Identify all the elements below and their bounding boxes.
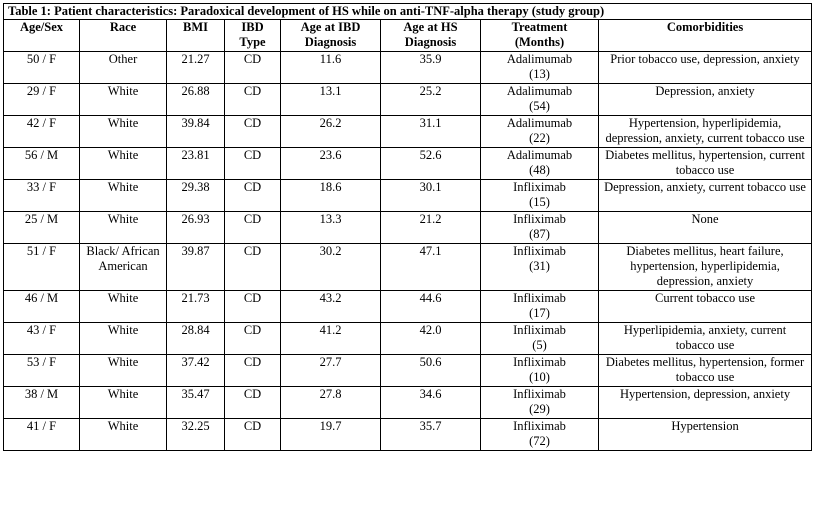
treatment-months: (72) (529, 434, 550, 448)
header-treatment-months (481, 20, 599, 52)
bmi-cell (167, 84, 225, 116)
race-value: White (107, 419, 139, 433)
comorbidities-cell (599, 116, 812, 148)
header-line: Age at HS (403, 20, 458, 34)
age-sex-cell (4, 148, 80, 180)
comorbidities-cell (599, 52, 812, 84)
bmi-value: 29.38 (181, 180, 210, 194)
treatment-drug: Infliximab (513, 212, 566, 226)
age-ibd-cell (281, 52, 381, 84)
age-sex-value: 51 / F (26, 244, 57, 258)
comorbidities-value: Prior tobacco use, depression, anxiety (610, 52, 800, 66)
age-ibd-value: 13.1 (319, 84, 342, 98)
age-hs-value: 35.7 (419, 419, 442, 433)
table-row (4, 355, 812, 387)
race-cell (80, 116, 167, 148)
age-hs-cell (381, 148, 481, 180)
treatment-drug: Adalimumab (506, 116, 573, 130)
table-row (4, 244, 812, 291)
age-hs-cell (381, 355, 481, 387)
header-line: IBD (241, 20, 264, 34)
comorbidities-cell (599, 387, 812, 419)
treatment-cell (481, 387, 599, 419)
ibd-type-value: CD (243, 244, 262, 258)
header-race (80, 20, 167, 52)
age-sex-cell (4, 212, 80, 244)
treatment-drug: Infliximab (513, 387, 566, 401)
treatment-months: (15) (529, 195, 550, 209)
treatment-cell (481, 291, 599, 323)
bmi-cell (167, 212, 225, 244)
ibd-type-cell (225, 244, 281, 291)
bmi-value: 21.27 (181, 52, 210, 66)
table-row (4, 212, 812, 244)
ibd-type-value: CD (243, 84, 262, 98)
bmi-cell (167, 419, 225, 451)
treatment-drug: Adalimumab (506, 52, 573, 66)
age-hs-cell (381, 116, 481, 148)
comorbidities-value: Depression, anxiety (655, 84, 755, 98)
race-value: White (107, 84, 139, 98)
treatment-months: (87) (529, 227, 550, 241)
bmi-value: 39.84 (181, 116, 210, 130)
age-hs-cell (381, 291, 481, 323)
treatment-cell (481, 244, 599, 291)
treatment-cell (481, 84, 599, 116)
comorbidities-value: Hypertension, hyperlipidemia, depression, anxiety, current tobacco use (605, 116, 805, 145)
age-hs-cell (381, 212, 481, 244)
header-line: Treatment (511, 20, 568, 34)
treatment-cell (481, 212, 599, 244)
treatment-drug: Infliximab (513, 323, 566, 337)
header-line: (Months) (514, 35, 565, 49)
patient-table-container (3, 3, 811, 451)
age-sex-value: 25 / M (24, 212, 59, 226)
bmi-value: 39.87 (181, 244, 210, 258)
ibd-type-value: CD (243, 116, 262, 130)
race-value: Other (108, 52, 138, 66)
race-value: White (107, 355, 139, 369)
treatment-cell (481, 148, 599, 180)
age-hs-value: 25.2 (419, 84, 442, 98)
treatment-cell (481, 419, 599, 451)
age-sex-cell (4, 52, 80, 84)
treatment-cell (481, 323, 599, 355)
bmi-value: 28.84 (181, 323, 210, 337)
comorbidities-cell (599, 244, 812, 291)
age-ibd-cell (281, 244, 381, 291)
age-sex-value: 53 / F (26, 355, 57, 369)
comorbidities-value: Diabetes mellitus, hypertension, former tobacco use (605, 355, 805, 384)
race-cell (80, 291, 167, 323)
table-title: Table 1: Patient characteristics: Paradoxical development of HS while on anti-TNF-alpha therapy (study group) (4, 4, 812, 20)
table-row (4, 84, 812, 116)
bmi-cell (167, 387, 225, 419)
ibd-type-cell (225, 84, 281, 116)
age-ibd-cell (281, 323, 381, 355)
header-line: Diagnosis (304, 35, 357, 49)
bmi-cell (167, 52, 225, 84)
age-sex-cell (4, 291, 80, 323)
bmi-value: 26.88 (181, 84, 210, 98)
age-hs-value: 34.6 (419, 387, 442, 401)
table-row (4, 323, 812, 355)
comorbidities-cell (599, 148, 812, 180)
age-ibd-value: 26.2 (319, 116, 342, 130)
age-ibd-value: 27.8 (319, 387, 342, 401)
race-cell (80, 387, 167, 419)
header-comorbidities (599, 20, 812, 52)
bmi-cell (167, 180, 225, 212)
age-ibd-value: 19.7 (319, 419, 342, 433)
treatment-drug: Infliximab (513, 419, 566, 433)
age-hs-cell (381, 84, 481, 116)
comorbidities-cell (599, 212, 812, 244)
age-ibd-value: 27.7 (319, 355, 342, 369)
header-line: Age at IBD (300, 20, 361, 34)
bmi-cell (167, 244, 225, 291)
treatment-months: (10) (529, 370, 550, 384)
header-line: Race (109, 20, 137, 34)
race-cell (80, 355, 167, 387)
treatment-cell (481, 52, 599, 84)
table-row (4, 116, 812, 148)
age-ibd-cell (281, 212, 381, 244)
race-value: White (107, 212, 139, 226)
age-ibd-cell (281, 291, 381, 323)
table-title-row (4, 4, 812, 20)
comorbidities-value: Diabetes mellitus, hypertension, current tobacco use (605, 148, 805, 177)
age-sex-value: 41 / F (26, 419, 57, 433)
header-bmi (167, 20, 225, 52)
bmi-cell (167, 291, 225, 323)
race-value: White (107, 148, 139, 162)
bmi-value: 32.25 (181, 419, 210, 433)
ibd-type-cell (225, 323, 281, 355)
race-value: White (107, 116, 139, 130)
age-sex-value: 56 / M (24, 148, 59, 162)
age-hs-value: 52.6 (419, 148, 442, 162)
table-body (4, 52, 812, 451)
race-value: White (107, 387, 139, 401)
comorbidities-cell (599, 355, 812, 387)
ibd-type-cell (225, 419, 281, 451)
header-line: Age/Sex (19, 20, 64, 34)
ibd-type-cell (225, 52, 281, 84)
ibd-type-cell (225, 116, 281, 148)
age-sex-value: 38 / M (24, 387, 59, 401)
age-hs-value: 44.6 (419, 291, 442, 305)
ibd-type-value: CD (243, 355, 262, 369)
age-sex-cell (4, 387, 80, 419)
age-ibd-cell (281, 387, 381, 419)
treatment-drug: Infliximab (513, 180, 566, 194)
race-cell (80, 212, 167, 244)
race-value: White (107, 180, 139, 194)
race-cell (80, 180, 167, 212)
age-ibd-value: 18.6 (319, 180, 342, 194)
race-value: White (107, 323, 139, 337)
age-ibd-value: 41.2 (319, 323, 342, 337)
comorbidities-cell (599, 84, 812, 116)
bmi-cell (167, 355, 225, 387)
age-ibd-value: 23.6 (319, 148, 342, 162)
treatment-months: (22) (529, 131, 550, 145)
table-row (4, 419, 812, 451)
treatment-months: (5) (532, 338, 547, 352)
age-ibd-value: 30.2 (319, 244, 342, 258)
age-sex-cell (4, 84, 80, 116)
age-sex-value: 33 / F (26, 180, 57, 194)
age-ibd-value: 13.3 (319, 212, 342, 226)
age-sex-cell (4, 323, 80, 355)
treatment-drug: Infliximab (513, 244, 566, 258)
header-line: Type (239, 35, 266, 49)
treatment-cell (481, 180, 599, 212)
bmi-cell (167, 148, 225, 180)
treatment-months: (48) (529, 163, 550, 177)
patient-characteristics-table (3, 3, 812, 451)
table-row (4, 148, 812, 180)
table-row (4, 387, 812, 419)
age-hs-value: 21.2 (419, 212, 442, 226)
age-hs-value: 35.9 (419, 52, 442, 66)
treatment-drug: Infliximab (513, 355, 566, 369)
treatment-cell (481, 116, 599, 148)
treatment-months: (29) (529, 402, 550, 416)
ibd-type-cell (225, 355, 281, 387)
ibd-type-cell (225, 212, 281, 244)
age-hs-cell (381, 52, 481, 84)
ibd-type-value: CD (243, 291, 262, 305)
ibd-type-cell (225, 291, 281, 323)
header-age-sex (4, 20, 80, 52)
age-sex-value: 42 / F (26, 116, 57, 130)
ibd-type-value: CD (243, 148, 262, 162)
age-hs-value: 42.0 (419, 323, 442, 337)
race-value: Black/ African American (86, 244, 160, 273)
age-sex-value: 43 / F (26, 323, 57, 337)
age-ibd-cell (281, 148, 381, 180)
comorbidities-value: Hyperlipidemia, anxiety, current tobacco use (623, 323, 787, 352)
comorbidities-cell (599, 180, 812, 212)
treatment-months: (17) (529, 306, 550, 320)
bmi-value: 35.47 (181, 387, 210, 401)
header-age-at-hs-diagnosis (381, 20, 481, 52)
age-hs-cell (381, 387, 481, 419)
ibd-type-cell (225, 180, 281, 212)
ibd-type-cell (225, 148, 281, 180)
header-line: Diagnosis (404, 35, 457, 49)
age-sex-value: 50 / F (26, 52, 57, 66)
treatment-drug: Adalimumab (506, 84, 573, 98)
bmi-cell (167, 116, 225, 148)
comorbidities-value: Diabetes mellitus, heart failure, hypertension, hyperlipidemia, depression, anxiety (626, 244, 784, 288)
age-ibd-value: 43.2 (319, 291, 342, 305)
age-hs-cell (381, 419, 481, 451)
comorbidities-cell (599, 419, 812, 451)
ibd-type-value: CD (243, 180, 262, 194)
age-hs-value: 47.1 (419, 244, 442, 258)
treatment-drug: Infliximab (513, 291, 566, 305)
age-ibd-cell (281, 180, 381, 212)
race-cell (80, 84, 167, 116)
bmi-value: 23.81 (181, 148, 210, 162)
header-line: BMI (183, 20, 208, 34)
bmi-value: 21.73 (181, 291, 210, 305)
table-row (4, 180, 812, 212)
age-ibd-cell (281, 419, 381, 451)
comorbidities-value: Current tobacco use (655, 291, 755, 305)
age-hs-value: 31.1 (419, 116, 442, 130)
age-hs-cell (381, 244, 481, 291)
age-hs-value: 30.1 (419, 180, 442, 194)
race-cell (80, 419, 167, 451)
age-ibd-cell (281, 116, 381, 148)
ibd-type-value: CD (243, 387, 262, 401)
comorbidities-value: Hypertension (671, 419, 739, 433)
age-hs-cell (381, 323, 481, 355)
ibd-type-value: CD (243, 419, 262, 433)
race-value: White (107, 291, 139, 305)
race-cell (80, 52, 167, 84)
comorbidities-cell (599, 323, 812, 355)
treatment-cell (481, 355, 599, 387)
age-ibd-cell (281, 355, 381, 387)
comorbidities-value: Depression, anxiety, current tobacco use (604, 180, 806, 194)
age-sex-cell (4, 180, 80, 212)
header-age-at-ibd-diagnosis (281, 20, 381, 52)
ibd-type-cell (225, 387, 281, 419)
table-row (4, 52, 812, 84)
bmi-value: 26.93 (181, 212, 210, 226)
age-sex-cell (4, 419, 80, 451)
header-ibd-type (225, 20, 281, 52)
age-sex-cell (4, 355, 80, 387)
bmi-value: 37.42 (181, 355, 210, 369)
age-hs-cell (381, 180, 481, 212)
age-hs-value: 50.6 (419, 355, 442, 369)
age-sex-cell (4, 244, 80, 291)
race-cell (80, 244, 167, 291)
ibd-type-value: CD (243, 323, 262, 337)
treatment-drug: Adalimumab (506, 148, 573, 162)
age-sex-value: 29 / F (26, 84, 57, 98)
ibd-type-value: CD (243, 212, 262, 226)
age-ibd-cell (281, 84, 381, 116)
age-sex-cell (4, 116, 80, 148)
race-cell (80, 148, 167, 180)
comorbidities-cell (599, 291, 812, 323)
table-row (4, 291, 812, 323)
age-ibd-value: 11.6 (319, 52, 342, 66)
treatment-months: (31) (529, 259, 550, 273)
ibd-type-value: CD (243, 52, 262, 66)
treatment-months: (54) (529, 99, 550, 113)
header-line: Comorbidities (666, 20, 744, 34)
bmi-cell (167, 323, 225, 355)
comorbidities-value: None (691, 212, 719, 226)
race-cell (80, 323, 167, 355)
treatment-months: (13) (529, 67, 550, 81)
table-header-row (4, 20, 812, 52)
age-sex-value: 46 / M (24, 291, 59, 305)
comorbidities-value: Hypertension, depression, anxiety (619, 387, 791, 401)
